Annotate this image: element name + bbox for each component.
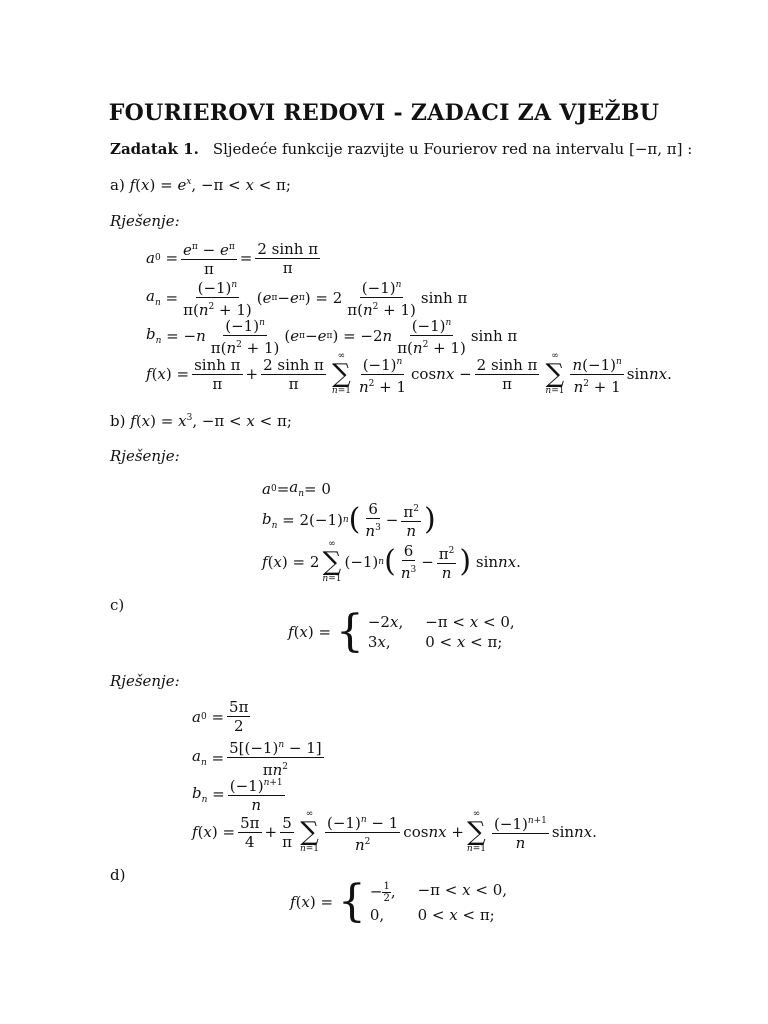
solution-label-c: Rješenje: xyxy=(110,672,180,690)
eq-b-fx: f ( x ) = 2 ∞ ∑ n=1 (−1) n ( $\frac{6}{n^3}$ − $\frac{\pi^2}{n}$ ) sin nx . xyxy=(262,539,521,584)
part-a-statement: a) $f(x) = e^x$, −π < x < π; xyxy=(110,176,291,194)
eq-c-an: $a_n$ = $\frac{5[(-1)^n - 1]}{\pi n^2}$ xyxy=(192,736,327,779)
page-title: FOURIEROVI REDOVI - ZADACI ZA VJEŽBU xyxy=(108,100,660,126)
solution-label-b: Rješenje: xyxy=(110,447,180,465)
eq-c-bn: $b_n$ = $\frac{(-1)^{n+1}}{n}$ xyxy=(192,774,288,814)
eq-c-a0: a 0 = $\frac{5\pi}{2}$ xyxy=(192,698,249,735)
eq-c-fx: f ( x ) = $\frac{5\pi}{4}$ + $\frac{5}{\pi}$ ∞ ∑ n=1 $\frac{(-1)^n - 1}{n^2}$ cos nx + ∞ ∑ n=1 $\frac{(-1)^{n+1}}{n}$ sin nx . xyxy=(192,809,597,854)
part-b-label: b) xyxy=(110,412,126,430)
part-d-label: d) xyxy=(110,866,126,884)
part-b-statement: b) $f(x) = x^3$, −π < x < π; xyxy=(110,412,292,430)
eq-c-def: f ( x ) = { −2x, −π < x < 0, 3x, 0 < x < π; xyxy=(288,606,515,657)
eq-a-fx: f ( x ) = $\frac{\text{sinh π}}{\pi}$ + $\frac{\text{2 sinh π}}{\pi}$ ∞ ∑ n=1 $\frac{(-1)^n}{n^2 + 1}$ cos nx − $\frac{\text{2 sinh π}}{\pi}$ ∞ ∑ n=1 $\frac{n(-1)^n}{n^2 + 1}$ sin nx . xyxy=(146,351,672,396)
part-c-label: c) xyxy=(110,596,125,614)
eq-d-def: f ( x ) = { − $\frac{1}{2}$ , −π < x < 0, 0, 0 < x < π; xyxy=(290,876,508,927)
eq-b-a0: a 0 = $a_n$ = 0 xyxy=(262,478,331,499)
task-text: Sljedeće funkcije razvijte u Fourierov red na intervalu [−π, π] : xyxy=(212,140,693,158)
eq-a-bn: $b_n$ = − n $\frac{(-1)^n}{\pi(n^2 + 1)}$ ( e π − e π ) = −2 n $\frac{(-1)^n}{\pi(n^2 + 1)}$ sinh π xyxy=(146,314,517,357)
solution-label-a: Rješenje: xyxy=(110,212,180,230)
task-statement xyxy=(110,140,692,158)
eq-b-bn: $b_n$ = 2(−1) n ( $\frac{6}{n^3}$ − $\frac{\pi^2}{n}$ ) xyxy=(262,500,436,540)
task-label: Zadatak 1. xyxy=(110,140,199,158)
eq-a-an: $a_n$ = $\frac{(-1)^n}{\pi(n^2 + 1)}$ ( e π − e π ) = 2 $\frac{(-1)^n}{\pi(n^2 + 1)}$ sinh π xyxy=(146,276,467,319)
eq-a-a0: a 0 = $\frac{e^\pi - e^\pi}{\pi}$ = $\frac{\text{2 sinh π}}{\pi}$ xyxy=(146,239,319,278)
part-a-label: a) xyxy=(110,176,125,194)
